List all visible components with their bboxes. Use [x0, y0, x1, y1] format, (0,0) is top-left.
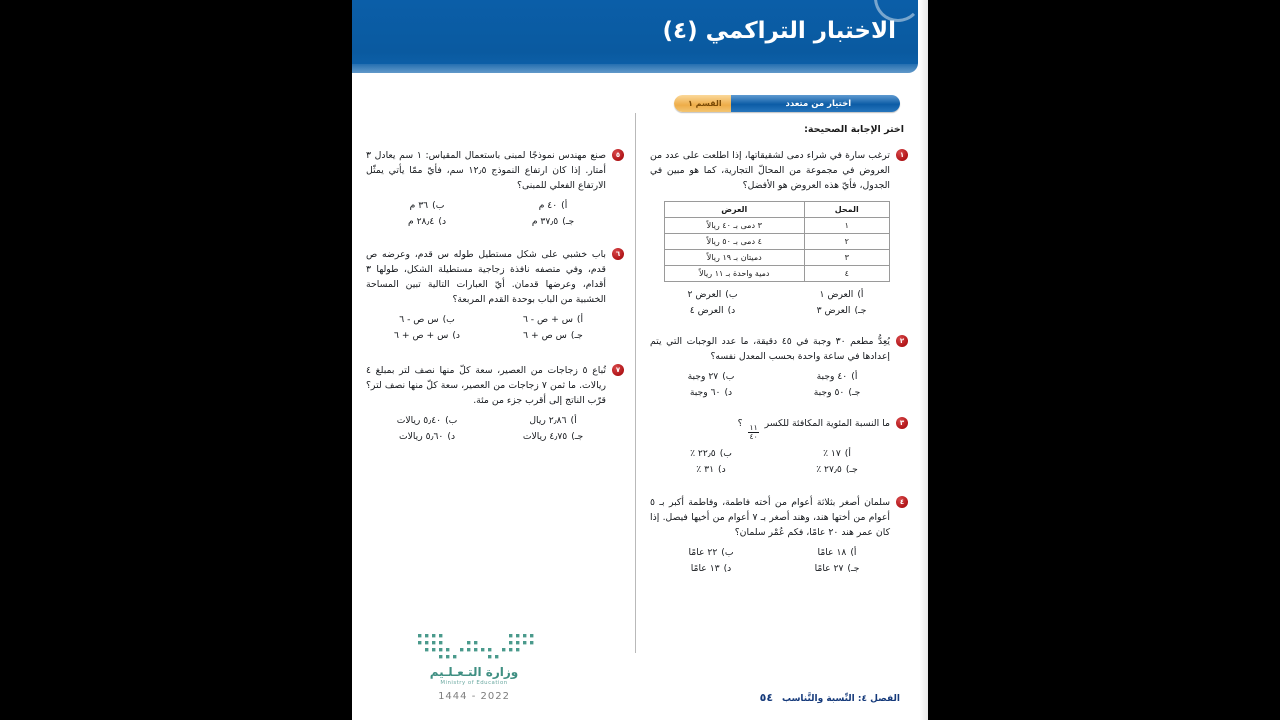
- table-cell-offer: دمية واحدة بـ ١١ ريالاً: [665, 266, 805, 282]
- question-4: [650, 495, 908, 540]
- right-column: [650, 73, 908, 574]
- option-text: ٤٫٧٥ ريالات: [522, 431, 568, 443]
- option-letter: جـ): [854, 305, 867, 317]
- option-a[interactable]: [492, 314, 614, 325]
- question-stem-after: ؟: [737, 418, 743, 430]
- option-letter: أ): [850, 547, 857, 559]
- option-letter: أ): [857, 289, 864, 301]
- option-c[interactable]: [492, 216, 614, 227]
- question-stem: يُعِدُّ مطعم ٣٠ وجبة في ٤٥ دقيقة، ما عدد الوجبات التي يتم إعدادها في ساعة واحدة بحسب المعدل نفسه؟: [650, 336, 890, 363]
- question-stem-before: ما النسبة المئوية المكافئة للكسر: [764, 418, 890, 430]
- option-text: ٦٠ وجبة: [689, 387, 721, 399]
- question-number-badge: ٢: [896, 335, 908, 347]
- page-banner: [352, 0, 918, 73]
- section-pill: [674, 95, 900, 112]
- option-b[interactable]: [650, 371, 772, 382]
- question-1: [650, 148, 908, 193]
- option-b[interactable]: [366, 415, 488, 426]
- table-cell-shop: ٣: [804, 250, 890, 266]
- question-2: [650, 334, 908, 364]
- logo-arabic-name: وزارة التـعـلـيم: [429, 665, 519, 679]
- option-letter: جـ): [562, 216, 575, 228]
- table-row: [665, 250, 890, 266]
- question-7: [366, 363, 624, 408]
- option-d[interactable]: [650, 387, 772, 398]
- option-a[interactable]: [779, 289, 904, 300]
- table-header-cell: العرض: [665, 202, 805, 218]
- option-text: العرض ٢: [687, 289, 722, 301]
- option-letter: ب): [719, 448, 732, 460]
- instruction-text: اختر الإجابة الصحيحة:: [804, 124, 904, 135]
- option-letter: ب): [432, 200, 445, 212]
- question-stem: [650, 416, 890, 441]
- option-text: ٢٧ وجبة: [687, 371, 719, 383]
- textbook-page: [352, 0, 928, 720]
- option-letter: ب): [725, 289, 738, 301]
- option-text: العرض ٣: [816, 305, 851, 317]
- option-text: ٣٦ م: [409, 200, 429, 212]
- table-cell-shop: ٢: [804, 234, 890, 250]
- question-3: [650, 416, 908, 441]
- option-text: ٢٫٨٦ ريال: [529, 415, 567, 427]
- page-spine-shadow: [918, 0, 928, 720]
- table-header-row: [665, 202, 890, 218]
- option-letter: د): [447, 431, 456, 443]
- question-6-options: [366, 314, 620, 341]
- option-text: ١٧ ٪: [823, 448, 841, 460]
- question-1-options: [650, 289, 904, 316]
- option-text: س ص - ٦: [399, 314, 439, 326]
- logo-english-name: Ministry of Education: [440, 680, 508, 686]
- option-b[interactable]: [366, 314, 488, 325]
- option-text: ٣١ ٪: [696, 464, 715, 476]
- question-number-badge: ٥: [612, 149, 624, 161]
- footer-page-number: ٥٤: [759, 691, 774, 704]
- offers-table: [664, 201, 890, 282]
- table-row: [665, 218, 890, 234]
- option-letter: د): [727, 305, 736, 317]
- table-row: [665, 234, 890, 250]
- option-text: العرض ١: [819, 289, 854, 301]
- option-text: العرض ٤: [689, 305, 724, 317]
- page-content: [352, 73, 918, 720]
- option-text: ٢٢٫٥ ٪: [690, 448, 716, 460]
- option-letter: ب): [442, 314, 455, 326]
- option-c[interactable]: [779, 305, 904, 316]
- option-letter: د): [718, 464, 726, 476]
- banner-sheen: [352, 64, 918, 73]
- question-number-badge: ١: [896, 149, 908, 161]
- option-d[interactable]: [366, 431, 488, 442]
- question-stem: تُباع ٥ زجاجات من العصير، سعة كلّ منها نصف لتر بمبلغ ٤ ريالات. ما ثمن ٧ زجاجات من العصير، سعة كلّ منها نصف لتر؟ قرّب الناتج إلى أقرب جزء من مئة.: [366, 365, 607, 407]
- option-a[interactable]: [776, 547, 898, 558]
- option-c[interactable]: [776, 464, 898, 475]
- section-number-badge: القسم ١: [674, 95, 731, 112]
- table-cell-shop: ١: [804, 218, 890, 234]
- option-c[interactable]: [776, 563, 898, 574]
- option-letter: أ): [851, 371, 858, 383]
- page-footer: [760, 691, 900, 704]
- option-text: ٥٠ وجبة: [813, 387, 845, 399]
- option-text: ٢٨٫٤ م: [407, 216, 435, 228]
- question-number-badge: ٦: [612, 248, 624, 260]
- option-b[interactable]: [650, 547, 772, 558]
- option-text: ٤٠ م: [538, 200, 558, 212]
- option-letter: ب): [721, 547, 734, 559]
- option-letter: د): [438, 216, 447, 228]
- column-divider: [635, 113, 636, 653]
- question-number-badge: ٧: [612, 364, 624, 376]
- page-title: الاختبار التراكمي (٤): [662, 18, 896, 44]
- option-text: ٥٫٦٠ ريالات: [398, 431, 444, 443]
- section-type-label: اختيار من متعدد: [731, 95, 900, 112]
- question-7-options: [366, 415, 620, 442]
- option-letter: أ): [576, 314, 584, 326]
- option-text: س + ص - ٦: [522, 314, 573, 326]
- option-c[interactable]: [776, 387, 898, 398]
- question-stem: ترغب سارة في شراء دمى لشقيقاتها، إذا اطلعت على عدد من العروض في مجموعة من المحالّ التجارية، كما هو مبين في الجدول، فأيّ هذه العروض هو الأفضل؟: [650, 150, 890, 192]
- option-b[interactable]: [650, 289, 775, 300]
- option-text: ٢٧ عامًا: [814, 563, 844, 575]
- logo-dot-pattern-icon: [406, 632, 542, 662]
- option-letter: أ): [570, 415, 577, 427]
- option-text: ١٣ عامًا: [690, 563, 720, 575]
- option-letter: د): [452, 330, 461, 342]
- option-text: ٢٧٫٥ ٪: [816, 464, 842, 476]
- question-stem: سلمان أصغر بثلاثة أعوام من أخته فاطمة، وفاطمة أكبر بـ ٥ أعوام من أختها هند، وهند أصغر بـ ٧ أعوام من أخيها فيصل. إذا كان عمر هند ٢٠ عامًا، فكم عُمْر سلمان؟: [650, 497, 890, 539]
- option-letter: جـ): [845, 464, 858, 476]
- option-a[interactable]: [776, 448, 898, 459]
- option-text: ٣٧٫٥ م: [531, 216, 559, 228]
- table-cell-offer: ٣ دمى بـ ٤٠ ريالاً: [665, 218, 805, 234]
- table-cell-offer: دميتان بـ ١٩ ريالاً: [665, 250, 805, 266]
- footer-chapter-text: الفصل ٤: النِّسبة والتَّناسب: [782, 694, 900, 704]
- question-4-options: [650, 547, 904, 574]
- ministry-of-education-logo: [406, 632, 542, 702]
- offers-table-wrapper: [664, 201, 890, 282]
- option-letter: جـ): [571, 431, 584, 443]
- table-cell-shop: ٤: [804, 266, 890, 282]
- option-letter: أ): [844, 448, 851, 460]
- option-letter: د): [724, 387, 733, 399]
- fraction-denominator: ٤٠: [749, 432, 758, 442]
- question-5: [366, 148, 624, 193]
- option-b[interactable]: [650, 448, 772, 459]
- question-number-badge: ٣: [896, 417, 908, 429]
- option-text: ٢٢ عامًا: [688, 547, 718, 559]
- option-text: س ص + ٦: [523, 330, 567, 342]
- question-6: [366, 247, 624, 307]
- option-d[interactable]: [366, 330, 488, 341]
- option-d[interactable]: [650, 563, 772, 574]
- question-stem: صنع مهندس نموذجًا لمبنى باستعمال المقياس: ١ سم يعادل ٣ أمتار. إذا كان ارتفاع النموذج ١٢٫٥ سم، فأيّ ممّا يأتي يمثّل الارتفاع الفعلي للمبنى؟: [366, 150, 606, 192]
- option-letter: جـ): [847, 563, 860, 575]
- option-c[interactable]: [492, 431, 614, 442]
- option-letter: أ): [561, 200, 568, 212]
- option-letter: ب): [722, 371, 735, 383]
- question-stem: باب خشبي على شكل مستطيل طوله س قدم، وعرضه ص قدم، وفي متصفه نافذة زجاجية مستطيلة الشكل، طولها ٣ أقدام، وعرضها قدمان. أيّ العبارات التالية تبين المساحة الخشبية من الباب بوحدة القدم المربعة؟: [366, 249, 606, 306]
- table-cell-offer: ٤ دمى بـ ٥٠ ريالاً: [665, 234, 805, 250]
- option-text: س + ص + ٦: [393, 330, 449, 342]
- option-letter: جـ): [570, 330, 583, 342]
- option-letter: جـ): [848, 387, 861, 399]
- option-letter: ب): [445, 415, 458, 427]
- option-b[interactable]: [366, 200, 488, 211]
- option-text: ٤٠ وجبة: [816, 371, 848, 383]
- option-c[interactable]: [492, 330, 614, 341]
- option-d[interactable]: [650, 305, 775, 316]
- question-5-options: [366, 200, 620, 227]
- option-text: ١٨ عامًا: [817, 547, 847, 559]
- table-row: [665, 266, 890, 282]
- table-header-cell: المحل: [804, 202, 890, 218]
- left-column: [366, 73, 624, 442]
- question-2-options: [650, 371, 904, 398]
- logo-years: 2022 - 1444: [438, 691, 510, 702]
- fraction-numerator: ١١: [749, 423, 758, 433]
- option-letter: د): [723, 563, 732, 575]
- option-text: ٥٫٤٠ ريالات: [396, 415, 442, 427]
- option-a[interactable]: [492, 200, 614, 211]
- option-a[interactable]: [492, 415, 614, 426]
- question-3-options: [650, 448, 904, 475]
- option-d[interactable]: [366, 216, 488, 227]
- fraction: [748, 424, 758, 441]
- option-d[interactable]: [650, 464, 772, 475]
- question-number-badge: ٤: [896, 496, 908, 508]
- option-a[interactable]: [776, 371, 898, 382]
